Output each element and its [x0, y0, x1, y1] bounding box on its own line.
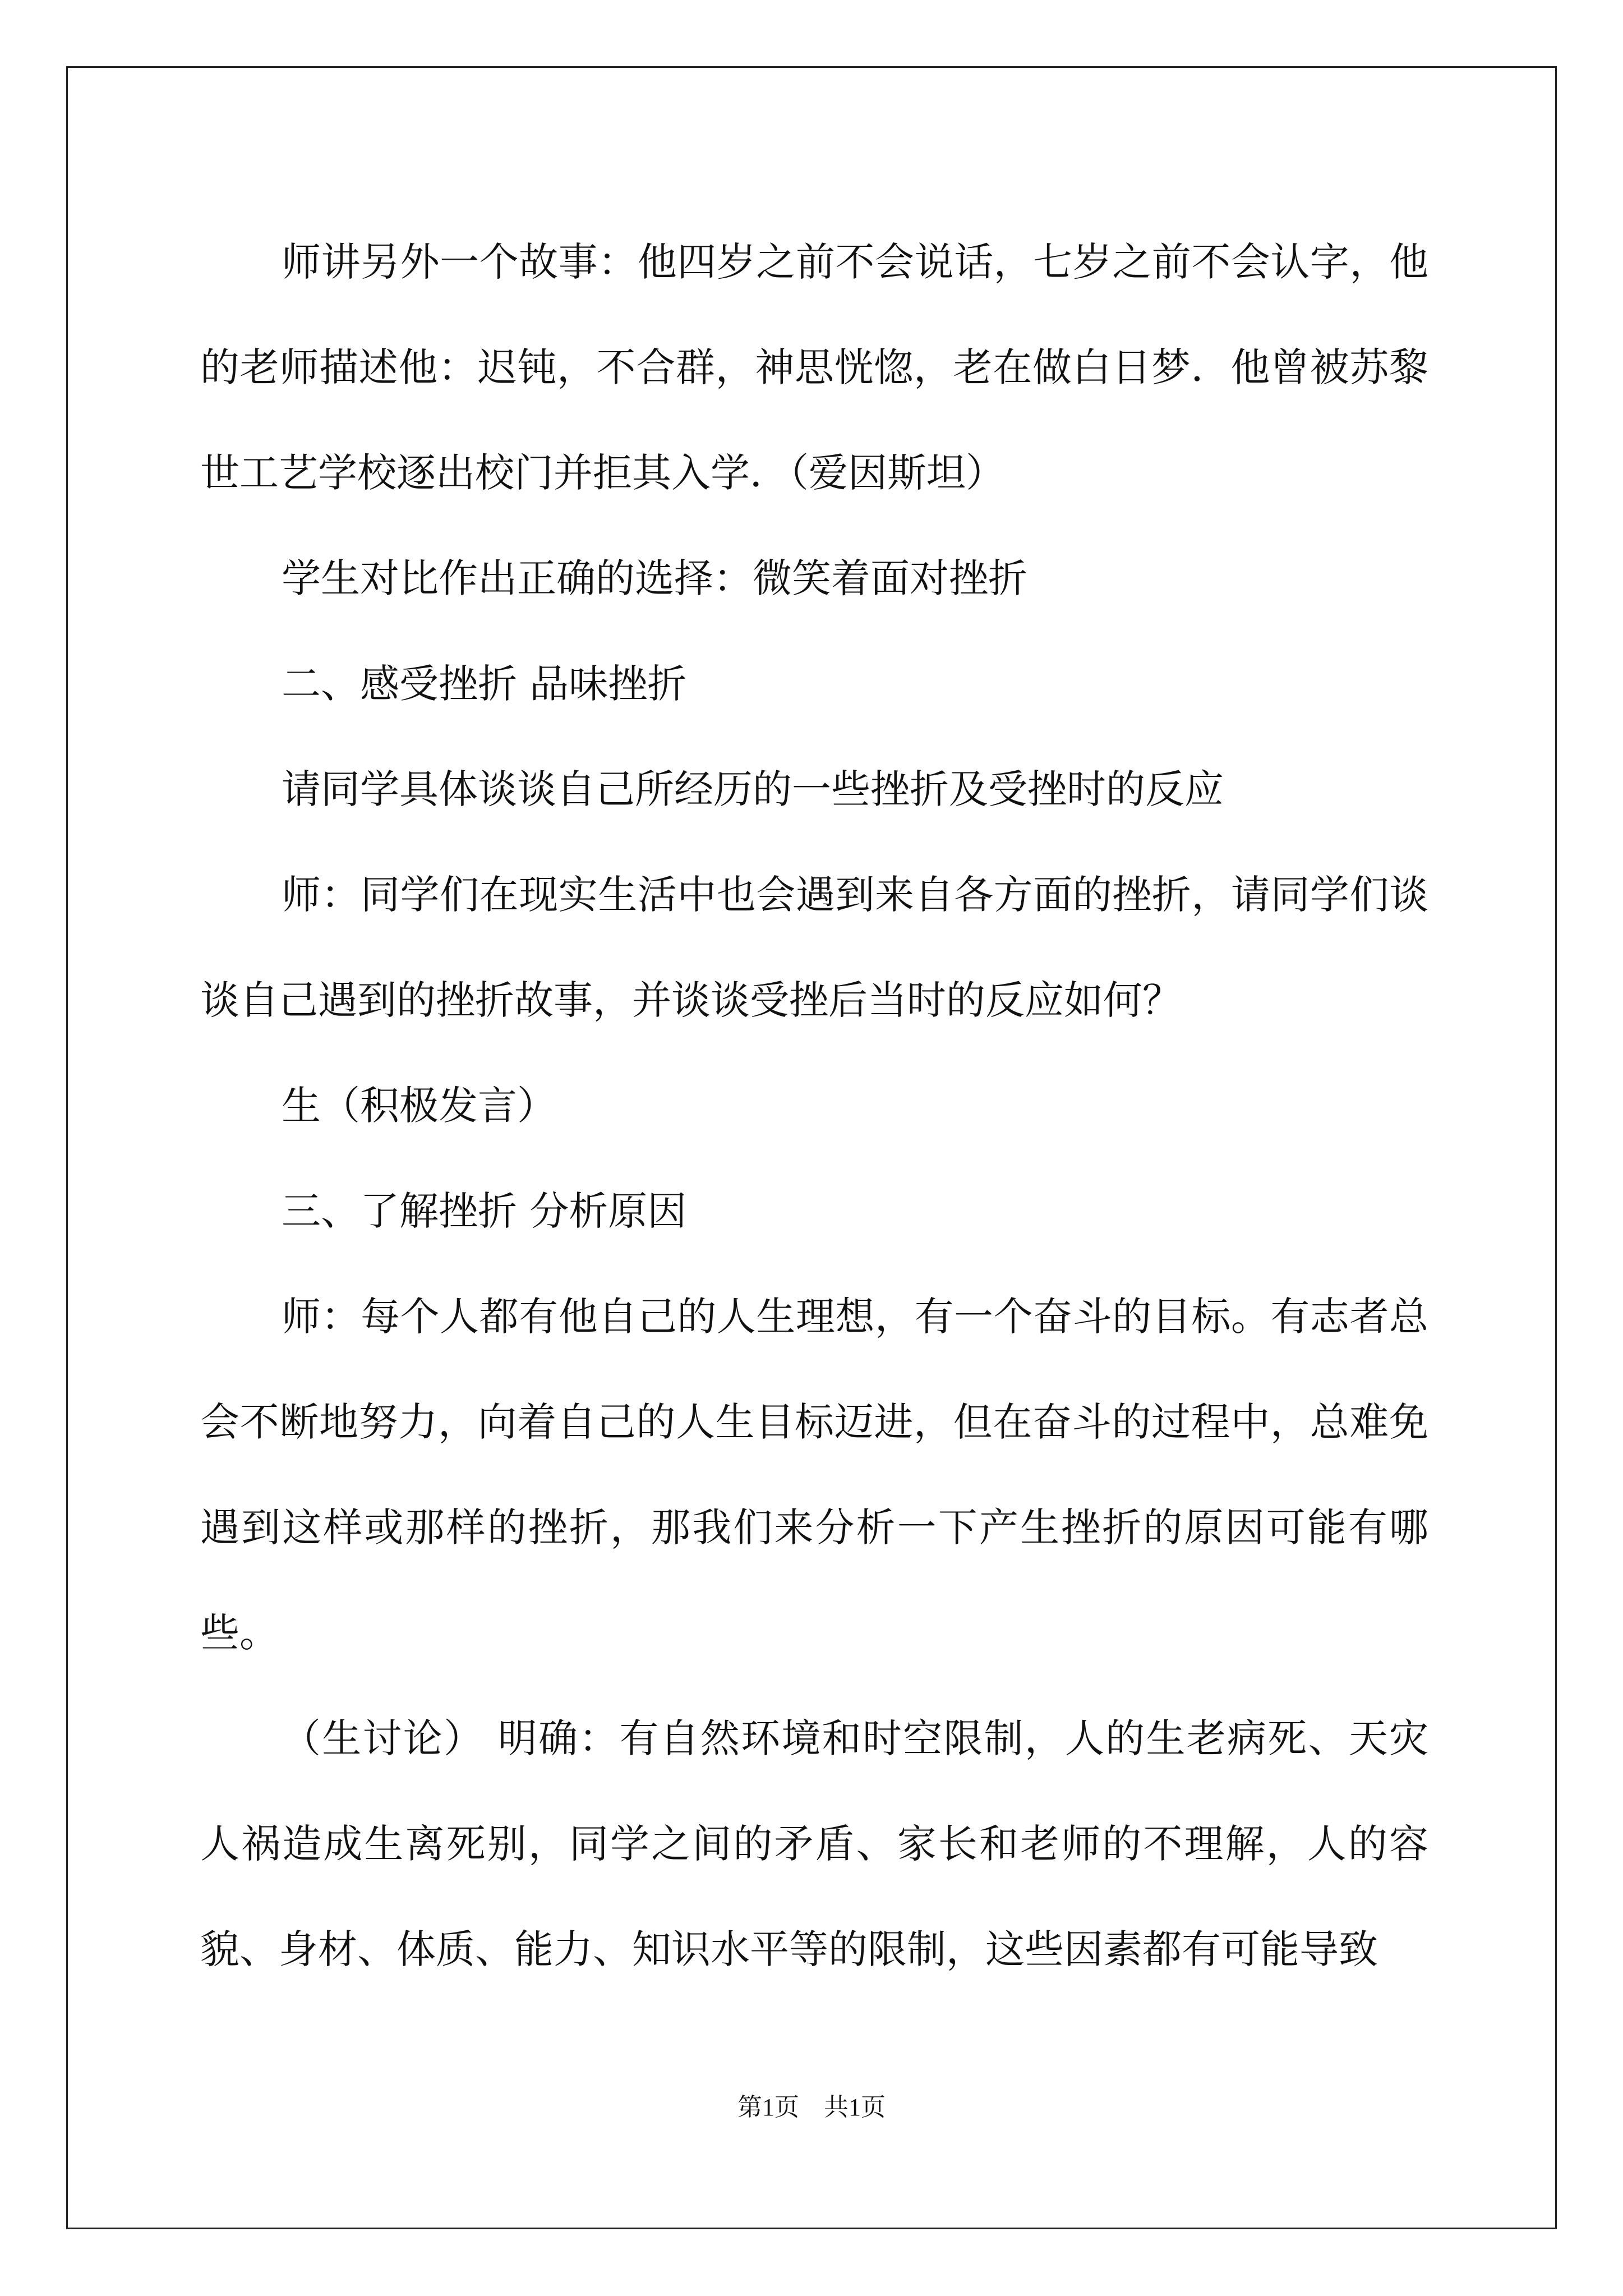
- section-heading-2: 二、感受挫折 品味挫折: [282, 661, 687, 707]
- paragraph-discussion-conclusion: （生讨论） 明确：有自然环境和时空限制，人的生老病死、天灾人祸造成生离死别，同学之间的矛盾、家长和老师的不理解，人的容貌、身材、体质、能力、知识水平等的限制，这些因素都有可能导致: [200, 1715, 1428, 1972]
- page-number: 第1页 共1页: [737, 2093, 886, 2121]
- paragraph-discussion-prompt: 请同学具体谈谈自己所经历的一些挫折及受挫时的反应: [282, 766, 1224, 812]
- paragraph-student-response: 生（积极发言）: [282, 1083, 556, 1129]
- document-body: [200, 209, 1428, 2002]
- paragraph-teacher-analysis: 师：每个人都有他自己的人生理想，有一个奋斗的目标。有志者总会不断地努力，向着自己的人生目标迈进，但在奋斗的过程中，总难免遇到这样或那样的挫折，那我们来分析一下产生挫折的原因可能有哪些。: [200, 1294, 1428, 1656]
- section-heading-3: 三、了解挫折 分析原因: [282, 1188, 687, 1234]
- paragraph-einstein-story: 师讲另外一个故事：他四岁之前不会说话，七岁之前不会认字，他的老师描述他：迟钝，不合群，神思恍惚，老在做白日梦．他曾被苏黎世工艺学校逐出校门并拒其入学．（爱因斯坦）: [200, 239, 1428, 496]
- paragraph-student-choice: 学生对比作出正确的选择：微笑着面对挫折: [282, 555, 1027, 601]
- paragraph-teacher-question: 师：同学们在现实生活中也会遇到来自各方面的挫折，请同学们谈谈自己遇到的挫折故事，并谈谈受挫后当时的反应如何？: [200, 872, 1428, 1023]
